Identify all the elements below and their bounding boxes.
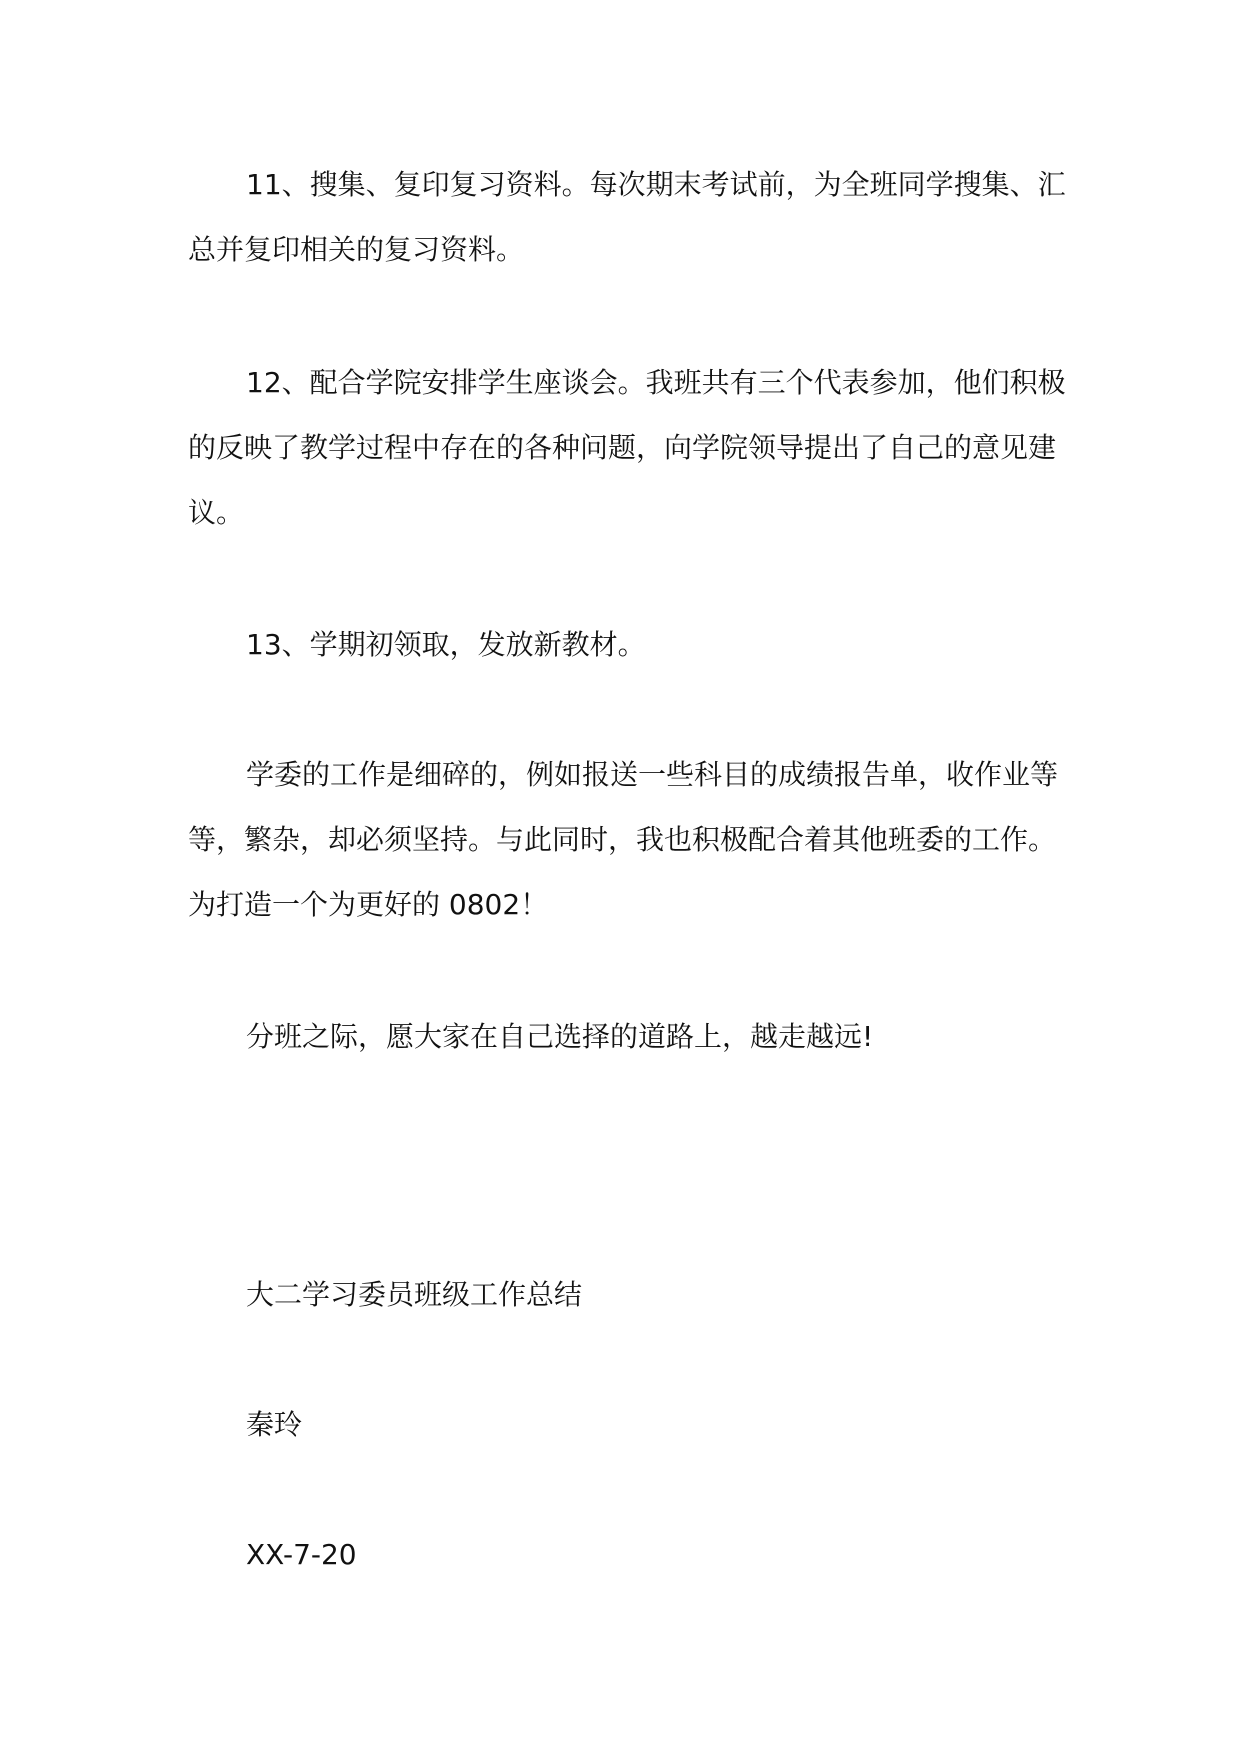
paragraph-item-12: 12、配合学院安排学生座谈会。我班共有三个代表参加，他们积极的反映了教学过程中存在的各种问题，向学院领导提出了自己的意见建议。 (188, 366, 1066, 529)
paragraph-farewell: 分班之际，愿大家在自己选择的道路上，越走越远! (246, 1020, 874, 1053)
signature-author: 秦玲 (246, 1408, 303, 1441)
signature-title: 大二学习委员班级工作总结 (246, 1278, 583, 1311)
signature-date: XX-7-20 (246, 1538, 357, 1571)
paragraph-summary: 学委的工作是细碎的，例如报送一些科目的成绩报告单，收作业等等，繁杂，却必须坚持。与此同时，我也积极配合着其他班委的工作。为打造一个为更好的 0802！ (188, 758, 1059, 921)
paragraph-item-11: 11、搜集、复印复习资料。每次期末考试前，为全班同学搜集、汇总并复印相关的复习资料。 (188, 168, 1066, 266)
paragraph-item-13: 13、学期初领取，发放新教材。 (246, 628, 646, 661)
